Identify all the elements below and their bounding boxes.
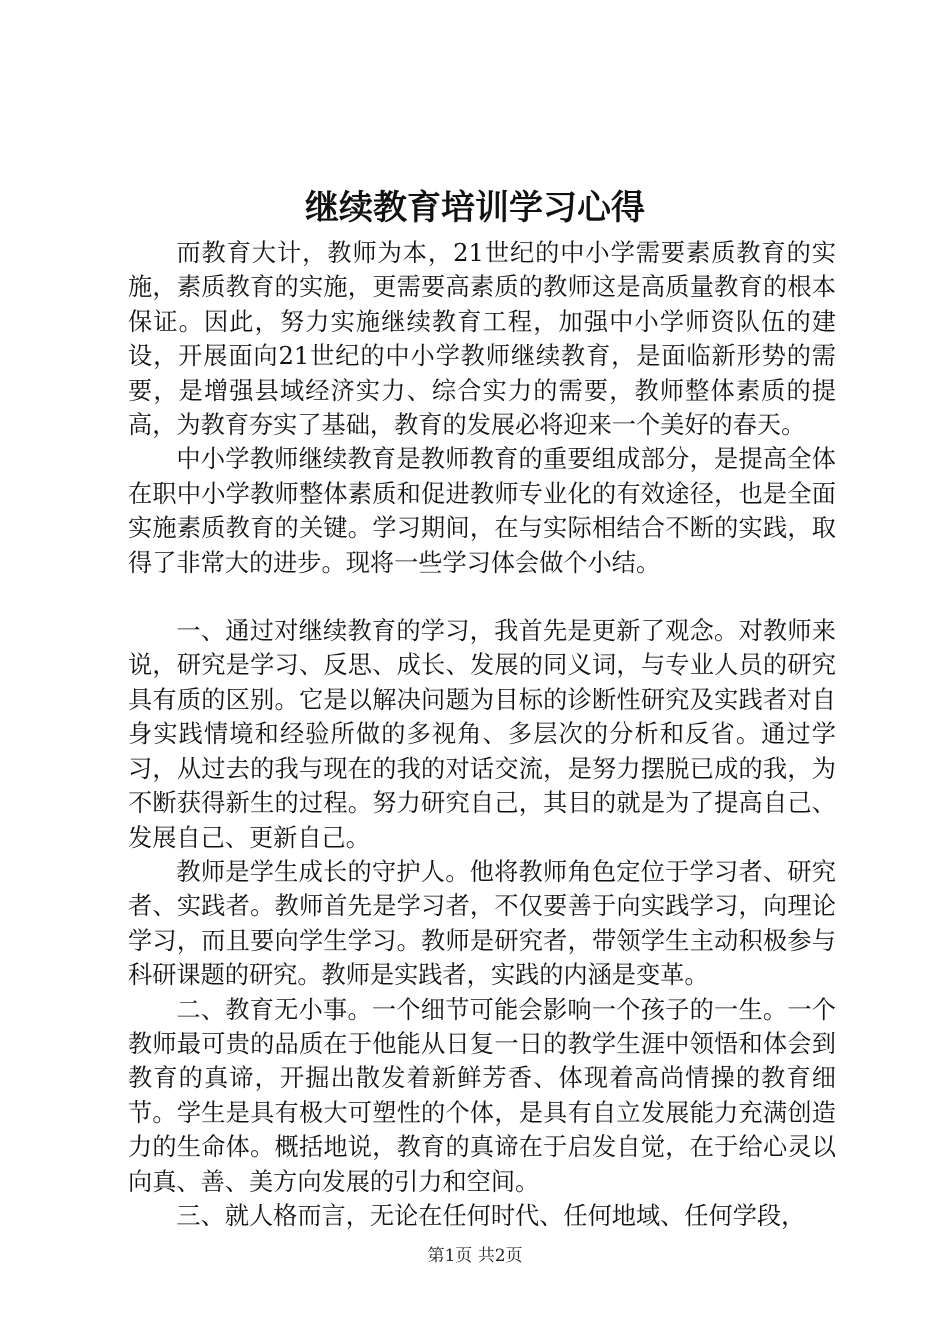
paragraph-2: 中小学教师继续教育是教师教育的重要组成部分，是提高全体在职中小学教师整体素质和促进教师专业化的有效途径，也是全面实施素质教育的关键。学习期间，在与实际相结合不断的实践，取得了非常大的进步。现将一些学习体会做个小结。 (128, 445, 836, 577)
paragraph-4: 教师是学生成长的守护人。他将教师角色定位于学习者、研究者、实践者。教师首先是学习者，不仅要善于向实践学习，向理论学习，而且要向学生学习。教师是研究者，带领学生主动积极参与科研课题的研究。教师是实践者，实践的内涵是变革。 (128, 857, 836, 990)
paragraph-5: 二、教育无小事。一个细节可能会影响一个孩子的一生。一个教师最可贵的品质在于他能从日复一日的教学生涯中领悟和体会到教育的真谛，开掘出散发着新鲜芳香、体现着高尚情操的教育细节。学生是具有极大可塑性的个体，是具有自立发展能力充满创造力的生命体。概括地说，教育的真谛在于启发自觉，在于给心灵以向真、善、美方向发展的引力和空间。 (128, 995, 836, 1196)
paragraph-1: 而教育大计，教师为本，21世纪的中小学需要素质教育的实施，素质教育的实施，更需要高素质的教师这是高质量教育的根本保证。因此，努力实施继续教育工程，加强中小学师资队伍的建设，开展面向21世纪的中小学教师继续教育，是面临新形势的需要，是增强县域经济实力、综合实力的需要，教师整体素质的提高，为教育夯实了基础，教育的发展必将迎来一个美好的春天。 (128, 239, 836, 440)
page-number-footer: 第1页 共2页 (427, 1246, 523, 1266)
document-title: 继续教育培训学习心得 (305, 188, 645, 228)
paragraph-3: 一、通过对继续教育的学习，我首先是更新了观念。对教师来说，研究是学习、反思、成长、发展的同义词，与专业人员的研究具有质的区别。它是以解决问题为目标的诊断性研究及实践者对自身实践情境和经验所做的多视角、多层次的分析和反省。通过学习，从过去的我与现在的我的对话交流，是努力摆脱已成的我，为不断获得新生的过程。努力研究自己，其目的就是为了提高自己、发展自己、更新自己。 (128, 617, 836, 852)
document-body (128, 236, 836, 1233)
paragraph-6: 三、就人格而言，无论在任何时代、任何地域、任何学段， (176, 1201, 806, 1230)
